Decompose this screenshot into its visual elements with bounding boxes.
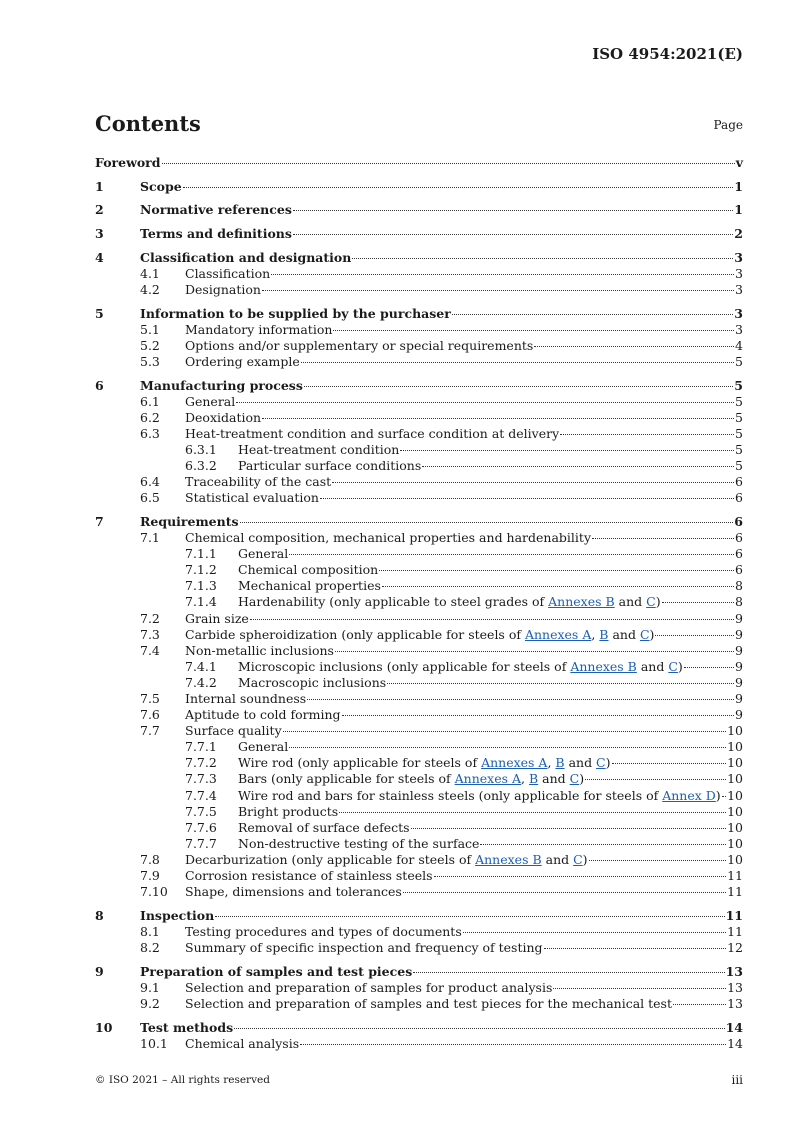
toc-entry[interactable] [95,691,743,707]
toc-section-title: Wire rod (only applicable for steels of Annexes A, B and C) [238,755,611,771]
toc-section-number: 7.2 [140,610,160,626]
toc-entry[interactable] [95,338,743,354]
toc-dot-leader [335,651,734,652]
toc-dot-leader [452,314,733,315]
toc-section-title: Non-metallic inclusions [185,642,334,658]
toc-dot-leader [655,635,734,636]
document-id-header: ISO 4954:2021(E) [592,45,743,63]
toc-entry[interactable] [95,442,743,458]
toc-section-title: Mechanical properties [238,578,381,594]
annex-link[interactable]: B [528,771,539,787]
toc-entry[interactable] [95,426,743,442]
page-title: Contents [95,111,201,136]
toc-entry[interactable] [95,996,743,1012]
toc-section-number: 7.7.3 [185,771,217,787]
toc-entry[interactable] [95,179,743,195]
toc-section-number: 7.7 [140,723,160,739]
toc-section-number: 7.1.1 [185,546,217,562]
toc-page-number: 6 [735,562,743,578]
toc-section-number: 7.1.2 [185,562,217,578]
toc-page-number: 11 [727,884,743,900]
toc-entry[interactable] [95,1036,743,1052]
toc-entry[interactable] [95,739,743,755]
toc-entry[interactable] [95,804,743,820]
toc-entry[interactable] [95,322,743,338]
toc-dot-leader [379,570,734,571]
toc-dot-leader [387,683,734,684]
page-number: iii [731,1073,743,1087]
toc-entry[interactable] [95,562,743,578]
toc-dot-leader [382,586,734,587]
toc-entry[interactable] [95,940,743,956]
toc-entry[interactable] [95,643,743,659]
toc-section-title: Heat-treatment condition and surface condition at delivery [185,425,560,441]
toc-section-title: Summary of specific inspection and frequency of testing [185,939,543,955]
annex-link[interactable]: Annex D [662,787,716,803]
toc-section-title: Designation [185,281,261,297]
toc-section-title: Terms and definitions [140,226,292,242]
toc-section-number: 8 [95,907,104,923]
toc-dot-leader [283,731,726,732]
toc-section-number: 6 [95,377,104,393]
annex-link[interactable]: Annexes A [524,626,592,642]
toc-section-number: 5.3 [140,353,160,369]
toc-entry[interactable] [95,755,743,771]
toc-section-title: Internal soundness [185,690,307,706]
toc-entry[interactable] [95,394,743,410]
toc-dot-leader [585,779,726,780]
toc-dot-leader [352,258,733,259]
toc-entry[interactable] [95,611,743,627]
toc-page-number: 3 [735,265,743,281]
toc-section-number: 7 [95,513,104,529]
annex-link[interactable]: Annexes A [454,771,522,787]
toc-section-title: Test methods [140,1019,234,1035]
annex-link[interactable]: Annexes B [570,658,637,674]
toc-entry[interactable] [95,836,743,852]
toc-section-title: General [238,546,289,562]
toc-entry[interactable] [95,924,743,940]
toc-dot-leader [403,892,726,893]
toc-page-number: 14 [725,1019,743,1035]
toc-page-number: 13 [727,979,743,995]
toc-section-number: 8.1 [140,923,160,939]
toc-entry[interactable] [95,306,743,322]
annex-link[interactable]: C [569,771,580,787]
toc-entry[interactable] [95,354,743,370]
toc-section-number: 9 [95,963,104,979]
toc-section-number: 9.2 [140,995,160,1011]
toc-section-number: 7.1 [140,530,160,546]
toc-section-title: Chemical composition, mechanical properties and hardenability [185,530,591,546]
toc-entry[interactable] [95,226,743,242]
toc-dot-leader [480,844,726,845]
toc-section-title: Foreword [95,155,161,170]
toc-section-number: 7.4.2 [185,674,217,690]
toc-page-number: 4 [735,337,743,353]
toc-section-title: Options and/or supplementary or special requirements [185,337,534,353]
toc-page-number: 6 [735,546,743,562]
toc-page-number: 10 [727,851,743,867]
toc-entry[interactable] [95,868,743,884]
toc-entry[interactable] [95,490,743,506]
page-column-label: Page [713,118,743,132]
toc-entry[interactable] [95,659,743,675]
toc-section-number: 7.4 [140,642,160,658]
toc-section-title: Selection and preparation of samples for product analysis [185,979,553,995]
toc-section-number: 4 [95,249,104,265]
toc-page-number: 9 [735,674,743,690]
toc-page-number: 13 [725,963,743,979]
toc-section-title: General [238,739,289,755]
toc-dot-leader [662,602,734,603]
toc-page-number: 14 [727,1035,743,1051]
toc-section-title: Statistical evaluation [185,490,319,506]
toc-dot-leader [592,538,734,539]
toc-section-title: Corrosion resistance of stainless steels [185,868,433,883]
toc-section-number: 7.7.6 [185,819,217,835]
toc-section-number: 10 [95,1019,113,1035]
toc-entry[interactable] [95,723,743,739]
toc-section-title: Preparation of samples and test pieces [140,963,413,979]
toc-section-title: Carbide spheroidization (only applicable for steels of Annexes A, B and C) [185,626,655,642]
toc-page-number: 11 [727,923,743,939]
toc-page-number: 5 [735,409,743,425]
toc-entry[interactable] [95,378,743,394]
toc-section-title: Information to be supplied by the purchaser [140,305,451,321]
toc-page-number: 1 [734,202,743,218]
toc-section-title: Surface quality [185,723,282,739]
toc-entry[interactable] [95,627,743,643]
annex-link[interactable]: B [599,626,609,642]
toc-section-title: Grain size [185,610,249,626]
toc-page-number: 3 [735,281,743,297]
toc-section-title: Bright products [238,803,339,819]
toc-section-number: 5.2 [140,337,160,353]
annex-link[interactable]: C [646,594,656,610]
toc-dot-leader [333,330,734,331]
toc-section-number: 4.1 [140,265,160,281]
annex-link[interactable]: Annexes B [475,851,542,867]
toc-section-number: 7.5 [140,690,160,706]
annex-link[interactable]: Annexes B [548,594,615,610]
toc-section-title: Removal of surface defects [238,819,410,835]
toc-section-number: 5.1 [140,321,160,337]
toc-dot-leader [413,972,724,973]
copyright-footer: © ISO 2021 – All rights reserved [95,1074,270,1086]
toc-section-number: 1 [95,178,104,194]
toc-page-number: 10 [727,835,743,851]
toc-entry[interactable] [95,155,743,171]
toc-page-number: 10 [727,723,743,739]
toc-dot-leader [301,362,734,363]
toc-entry[interactable] [95,908,743,924]
toc-section-title: Requirements [140,513,239,529]
toc-page-number: 13 [727,995,743,1011]
toc-dot-leader [300,1044,726,1045]
toc-entry[interactable] [95,1020,743,1036]
toc-entry[interactable] [95,458,743,474]
toc-section-number: 7.1.4 [185,594,217,610]
toc-section-number: 6.3.1 [185,441,217,457]
toc-section-title: Bars (only applicable for steels of Annexes A, B and C) [238,771,585,787]
toc-section-title: Decarburization (only applicable for steels of Annexes B and C) [185,851,588,867]
toc-dot-leader [553,988,726,989]
toc-page-number: 8 [735,594,743,610]
toc-section-number: 8.2 [140,939,160,955]
toc-section-number: 7.10 [140,884,168,900]
toc-section-number: 6.4 [140,474,160,490]
toc-section-title: Shape, dimensions and tolerances [185,884,402,900]
toc-section-title: Deoxidation [185,409,262,425]
toc-entry[interactable] [95,707,743,723]
toc-section-title: Non-destructive testing of the surface [238,835,480,851]
toc-section-title: Macroscopic inclusions [238,674,387,690]
toc-page-number: 1 [734,178,743,194]
toc-page-number: 9 [735,690,743,706]
toc-entry[interactable] [95,530,743,546]
toc-entry[interactable] [95,820,743,836]
toc-page-number: 10 [727,739,743,755]
toc-entry[interactable] [95,282,743,298]
toc-section-number: 7.6 [140,707,160,723]
annex-link[interactable]: C [639,626,650,642]
toc-dot-leader [183,187,734,188]
toc-dot-leader [411,828,727,829]
toc-page-number: 10 [727,803,743,819]
toc-section-number: 7.7.5 [185,803,217,819]
toc-section-title: Ordering example [185,353,300,369]
toc-section-title: Aptitude to cold forming [185,707,341,723]
toc-dot-leader [262,290,734,291]
toc-page-number: 5 [735,441,743,457]
toc-dot-leader [262,418,734,419]
toc-section-number: 7.4.1 [185,658,217,674]
toc-dot-leader [162,163,735,164]
toc-dot-leader [304,386,733,387]
toc-page-number: 9 [735,642,743,658]
toc-dot-leader [684,667,734,668]
toc-section-title: Microscopic inclusions (only applicable for steels of Annexes B and C) [238,658,683,674]
toc-entry[interactable] [95,578,743,594]
annex-link[interactable]: C [573,851,583,867]
toc-page-number: 3 [735,321,743,337]
toc-page-number: 6 [734,513,743,529]
toc-section-number: 7.7.7 [185,835,217,851]
toc-section-number: 7.8 [140,851,160,867]
toc-section-number: 7.7.1 [185,739,217,755]
toc-entry[interactable] [95,788,743,804]
toc-dot-leader [332,482,734,483]
toc-page-number: 8 [735,578,743,594]
table-of-contents [95,155,743,1052]
toc-section-title: Wire rod and bars for stainless steels (only applicable for steels of Annex D) [238,787,721,803]
toc-dot-leader [463,932,726,933]
toc-dot-leader [307,699,734,700]
toc-section-number: 10.1 [140,1035,168,1051]
toc-section-title: Classification and designation [140,249,352,265]
toc-section-number: 7.7.2 [185,755,217,771]
toc-page-number: 5 [735,458,743,474]
toc-page-number: 10 [727,755,743,771]
toc-dot-leader [673,1004,726,1005]
annex-link[interactable]: C [596,755,606,771]
toc-entry[interactable] [95,514,743,530]
toc-page-number: 5 [735,393,743,409]
toc-page-number: 5 [735,425,743,441]
toc-page-number: 3 [734,249,743,265]
toc-dot-leader [271,274,734,275]
toc-dot-leader [236,402,734,403]
toc-section-number: 7.9 [140,868,160,883]
toc-section-title: Chemical analysis [185,1035,300,1051]
toc-dot-leader [250,619,734,620]
toc-section-title: Testing procedures and types of documents [185,923,462,939]
toc-section-title: Manufacturing process [140,377,303,393]
toc-page-number: 9 [735,658,743,674]
toc-section-title: Chemical composition [238,562,379,578]
toc-dot-leader [612,763,727,764]
toc-page-number: v [735,155,743,170]
toc-entry[interactable] [95,266,743,282]
toc-entry[interactable] [95,852,743,868]
toc-entry[interactable] [95,410,743,426]
toc-dot-leader [342,715,734,716]
toc-section-title: General [185,393,236,409]
toc-section-number: 4.2 [140,281,160,297]
toc-dot-leader [293,234,733,235]
toc-section-title: Selection and preparation of samples and test pieces for the mechanical test [185,995,672,1011]
toc-section-number: 7.3 [140,626,160,642]
toc-section-title: Traceability of the cast [185,474,332,490]
toc-section-number: 2 [95,202,104,218]
toc-entry[interactable] [95,546,743,562]
toc-dot-leader [320,498,734,499]
toc-section-title: Hardenability (only applicable to steel grades of Annexes B and C) [238,594,661,610]
toc-page-number: 2 [734,226,743,242]
toc-page-number: 5 [735,353,743,369]
toc-entry[interactable] [95,771,743,787]
toc-page-number: 10 [727,771,743,787]
toc-section-number: 3 [95,226,104,242]
toc-section-title: Scope [140,178,182,194]
toc-page-number: 10 [727,819,743,835]
toc-section-number: 6.3 [140,425,160,441]
toc-section-number: 6.2 [140,409,160,425]
toc-dot-leader [589,860,727,861]
toc-dot-leader [534,346,734,347]
toc-page-number: 9 [735,610,743,626]
toc-entry[interactable] [95,250,743,266]
toc-section-number: 9.1 [140,979,160,995]
toc-page-number: 6 [735,474,743,490]
toc-entry[interactable] [95,675,743,691]
toc-section-title: Mandatory information [185,321,333,337]
toc-dot-leader [289,554,734,555]
toc-dot-leader [215,916,724,917]
toc-entry[interactable] [95,980,743,996]
toc-dot-leader [400,450,734,451]
toc-entry[interactable] [95,594,743,610]
toc-entry[interactable] [95,474,743,490]
toc-section-number: 7.1.3 [185,578,217,594]
toc-page-number: 11 [727,868,743,883]
toc-dot-leader [240,522,734,523]
toc-page-number: 5 [734,377,743,393]
toc-section-number: 6.1 [140,393,160,409]
toc-entry[interactable] [95,202,743,218]
toc-section-number: 6.5 [140,490,160,506]
toc-page-number: 12 [727,939,743,955]
toc-dot-leader [722,796,726,797]
toc-dot-leader [434,876,727,877]
toc-dot-leader [293,210,733,211]
annex-link[interactable]: Annexes A [481,755,548,771]
toc-page-number: 6 [735,490,743,506]
toc-dot-leader [339,812,726,813]
toc-section-title: Inspection [140,907,215,923]
toc-page-number: 11 [725,907,743,923]
toc-dot-leader [560,434,734,435]
toc-page-number: 9 [735,707,743,723]
toc-section-number: 5 [95,305,104,321]
toc-dot-leader [289,747,726,748]
toc-section-title: Heat-treatment condition [238,441,400,457]
toc-page-number: 10 [727,787,743,803]
toc-entry[interactable] [95,964,743,980]
toc-dot-leader [422,466,734,467]
toc-section-title: Classification [185,265,271,281]
toc-page-number: 3 [734,305,743,321]
toc-section-title: Particular surface conditions [238,458,422,474]
toc-page-number: 6 [735,530,743,546]
toc-section-number: 7.7.4 [185,787,217,803]
toc-entry[interactable] [95,884,743,900]
toc-page-number: 9 [735,626,743,642]
annex-link[interactable]: B [555,755,565,771]
toc-dot-leader [234,1028,724,1029]
annex-link[interactable]: C [668,658,678,674]
toc-dot-leader [544,948,727,949]
toc-section-title: Normative references [140,202,292,218]
toc-section-number: 6.3.2 [185,458,217,474]
